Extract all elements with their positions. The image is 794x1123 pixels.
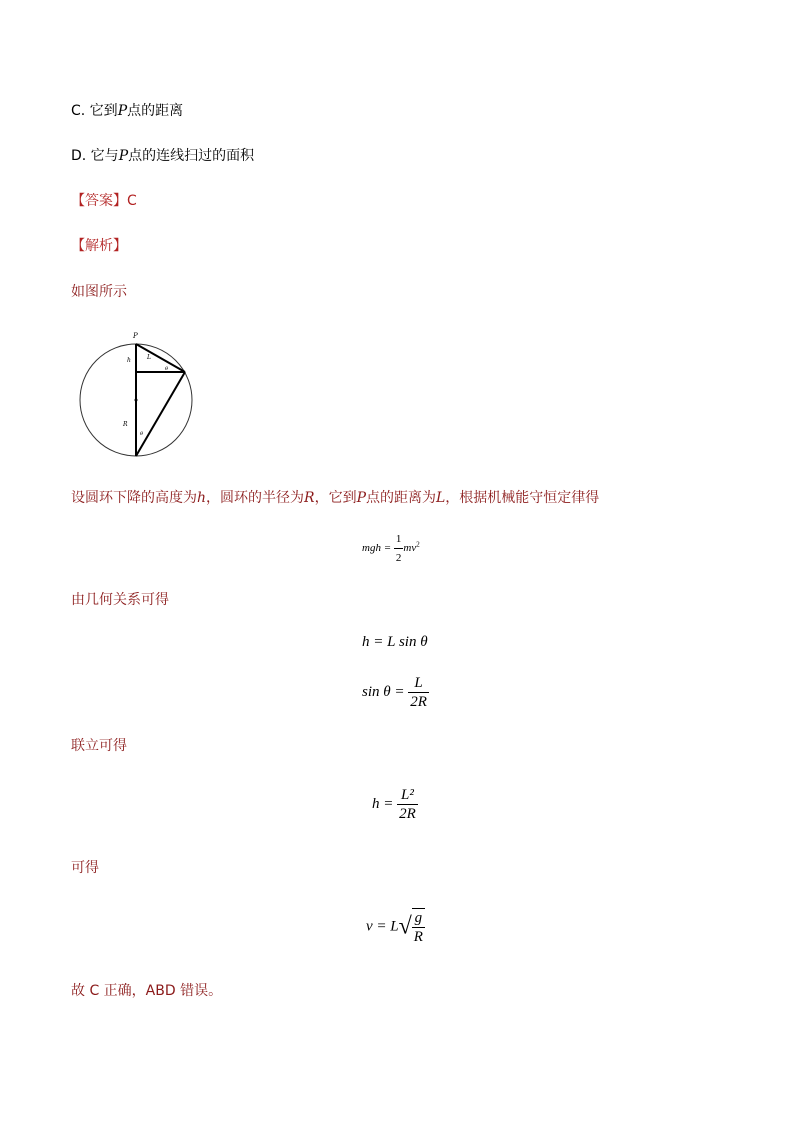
- eq4-num: L²: [397, 786, 418, 805]
- label-R: R: [123, 421, 128, 428]
- setup-t4: 点的距离为: [366, 490, 436, 506]
- eq4-den: 2R: [399, 806, 416, 822]
- eq1-num: 1: [394, 530, 404, 549]
- answer-line: [71, 191, 137, 211]
- option-d-var: P: [118, 148, 129, 164]
- geometry-text: 由几何关系可得: [71, 592, 169, 608]
- analysis-label: 【解析】: [71, 238, 127, 254]
- option-c: [71, 101, 183, 121]
- setup-t2: ，圆环的半径为: [206, 490, 305, 506]
- eq1-den: 2: [395, 552, 402, 564]
- result-text: 可得: [71, 860, 99, 876]
- option-c-suffix: 点的距离: [127, 103, 184, 119]
- eq3-num: L: [408, 674, 429, 693]
- eq1-rhs: mv: [403, 542, 417, 555]
- conclusion-text: 故 C 正确，ABD 错误。: [71, 983, 223, 999]
- eq5-den: R: [413, 929, 423, 945]
- eq4-fraction: [397, 786, 418, 823]
- eq4-lhs: h =: [372, 795, 394, 812]
- option-d-prefix: D. 它与: [71, 148, 119, 164]
- label-h: h: [127, 357, 131, 364]
- eq1-lhs: mgh =: [362, 542, 392, 555]
- setup-text: [71, 488, 599, 508]
- energy-equation: [362, 530, 420, 567]
- setup-t1: 设圆环下降的高度为: [71, 490, 197, 506]
- center-point: [135, 399, 138, 402]
- circle-diagram: [71, 325, 201, 465]
- eq5-num: g: [412, 909, 425, 928]
- sqrt-icon: √: [398, 913, 412, 940]
- setup-t5: ，根据机械能守恒定律得: [445, 490, 600, 506]
- eq-velocity: [366, 908, 425, 946]
- eq3-lhs: sin θ =: [362, 683, 405, 700]
- eq-h-L2: [372, 786, 418, 823]
- eq1-sup: 2: [416, 540, 420, 549]
- eq-sin-theta: [362, 674, 429, 711]
- label-P: P: [133, 332, 138, 340]
- setup-t3: ，它到: [314, 490, 357, 506]
- as-shown-text: 如图所示: [71, 284, 127, 300]
- eq3-fraction: [408, 674, 429, 711]
- answer-label: 【答案】: [71, 193, 127, 209]
- setup-P: P: [356, 490, 366, 506]
- label-theta-top: θ: [165, 366, 169, 372]
- chord-to-bottom: [136, 372, 185, 456]
- option-d: [71, 146, 254, 166]
- eq5-lhs: v = L: [366, 918, 399, 935]
- eq1-fraction: [394, 530, 404, 567]
- label-theta-bottom: θ: [140, 431, 144, 437]
- chord-L: [136, 344, 185, 372]
- combine-text: 联立可得: [71, 738, 127, 754]
- answer-value: C: [127, 193, 137, 209]
- option-c-var: P: [117, 103, 128, 119]
- eq3-den: 2R: [410, 694, 427, 710]
- setup-h: h: [197, 490, 207, 506]
- option-d-suffix: 点的连线扫过的面积: [128, 148, 255, 164]
- label-L: L: [147, 354, 151, 361]
- eq5-fraction: [412, 908, 425, 946]
- setup-R: R: [304, 490, 315, 506]
- eq-h-L-sin: h = L sin θ: [362, 634, 428, 650]
- setup-L: L: [436, 490, 446, 506]
- option-c-prefix: C. 它到: [71, 103, 118, 119]
